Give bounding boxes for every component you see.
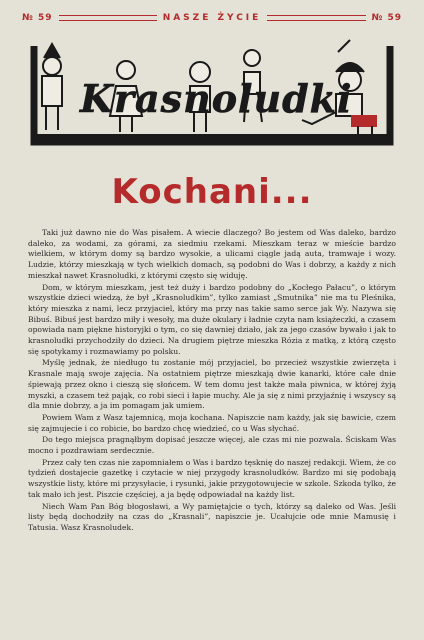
issue-number-left: № 59 — [22, 13, 53, 23]
gnome-figure-left — [42, 44, 62, 130]
masthead-title: NASZE ŻYCIE — [162, 13, 262, 23]
paragraph: Powiem Wam z Wasz tajemnicą, moja kochana. Napiszcie nam każdy, jak się bawicie, czem się zajmujecie i co robicie, bo bardzo chcę wiedzieć, co u Was słychać. — [28, 412, 396, 433]
krasnoludki-logo — [30, 38, 394, 150]
header-rule-left — [59, 15, 157, 21]
issue-number-right: № 59 — [371, 13, 402, 23]
paragraph: Do tego miejsca pragnąłbym dopisać jeszcze więcej, ale czas mi nie pozwala. Ściskam Was mocno i pozdrawiam serdecznie. — [28, 435, 396, 456]
article-headline: Kochani... — [111, 172, 313, 212]
page-header — [22, 10, 402, 26]
logo-title: Krasnoludki — [80, 76, 353, 121]
paragraph: Przez cały ten czas nie zapomniałem o Was i bardzo tęsknię do naszej redakcji. Wiem, że co tydzień dostajecie gazetkę i czytacie w niej przygody krasnoludków. Bardzo mi się podobają wszystkie listy, które mi przysyłacie, i rysunki, jakie przygotowujecie w szkole. Szkoda tylko, że tak mało ich jest. Piszcie częściej, a ja będę odpowiadał na każdy list. — [28, 457, 396, 499]
paragraph: Dom, w którym mieszkam, jest też duży i bardzo podobny do „Kocłego Pałacu”, o którym wszystkie dzieci wiedzą, że był „Krasnoludkim”, tylko zamiast „Smutnika” nie ma tu Pleśnika, który mieszka z nami, lecz przyjaciel, który ma przy nas takie samo serce jak Wy. Nazywa się Bibuś. Bibuś jest bardzo miły i wesoły, ma duże okulary i ładnie czyta nam książeczki, a czasem opowiada nam piękne historyjki o tym, co się dawniej działo, jak za jego czasów bywało i jak to krasnoludki przychodziły do dzieci. Na drugiem piętrze mieszka Rózia z matką, z którą często się spotykamy i rozmawiamy po polsku. — [28, 282, 396, 356]
paragraph: Taki już dawno nie do Was pisałem. A wiecie dlaczego? Bo jestem od Was daleko, bardzo daleko, za wodami, za górami, za siedmiu rzekami. Mieszkam teraz w mieście bardzo wielkiem, w którym domy są bardzo wysokie, a ulicami ciągle jadą auta, tramwaje i wozy. Ludzie, którzy mieszkają w tych wielkich domach, są podobni do Was i dobrzy, a każdy z nich mieszkał nawet Krasnoludki, z którymi często się widuję. — [28, 228, 396, 280]
header-rule-right — [267, 15, 365, 21]
article-body — [28, 228, 396, 535]
paragraph: Myślę jednak, że niedługo tu zostanie mój przyjaciel, bo przecież wszystkie zwierzęta i Krasnale mają swoje zajęcia. Na ostatniem piętrze mieszkają dwie kanarki, które całe dnie śpiewają przez okno i cieszą się słońcem. W tem domu jest także mała piwnica, w której żyją myszki, a czasem też pająk, co robi sieci i łapie muchy. Ale ja się z nimi przyjaźnię i wszyscy są dla mnie dobrzy, a ja im pomagam jak umiem. — [28, 358, 396, 411]
paragraph: Niech Wam Pan Bóg błogosławi, a Wy pamiętajcie o tych, którzy są daleko od Was. Jeśli listy będą dochodziły na czas do „Krasnali”, napiszcie je. Ucałujcie ode mnie Mamusię i Tatusia. Wasz Krasnoludek. — [28, 501, 396, 532]
